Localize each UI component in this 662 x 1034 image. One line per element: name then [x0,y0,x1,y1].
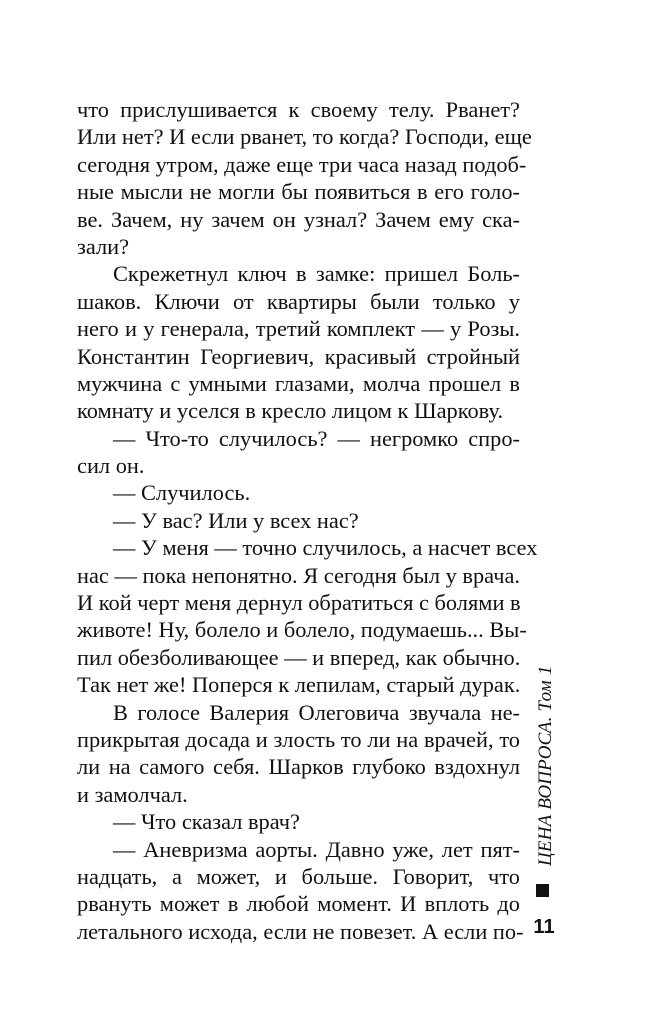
text-line: Так нет же! Поперся к лепилам, старый дурак. [77,672,521,698]
text-line: — Аневризма аорты. Давно уже, лет пят- [113,836,520,862]
text-line: — Что сказал врач? [113,809,300,835]
text-line: прикрытая досада и злость то ли на врачей, то [77,726,520,752]
text-line: Или нет? И если рванет, то когда? Господи, еще [77,124,532,150]
square-marker-icon [536,884,549,897]
text-line: зали? [77,233,130,259]
text-line: что прислушивается к своему телу. Рванет? [77,97,520,122]
running-title: ЦЕНА ВОПРОСА. Том 1 [535,665,556,866]
side-running-header [527,665,567,906]
text-line: сегодня утром, даже еще три часа назад подоб- [77,151,527,177]
text-line: Константин Георгиевич, красивый стройный [77,343,520,369]
text-line: — У меня — точно случилось, а насчет всех [113,535,538,561]
text-line: ли на самого себя. Шарков глубоко вздохнул [77,754,520,780]
text-line: него и у генерала, третий комплект — у Розы. [77,316,520,342]
text-line: надцать, а может, и больше. Говорит, что [77,863,520,889]
text-line: комнату и уселся в кресло лицом к Шаркову. [77,398,504,424]
text-line: рвануть может в любой момент. И вплоть до [77,891,520,917]
text-line: — У вас? Или у всех нас? [113,507,359,533]
text-line: животе! Ну, болело и болело, подумаешь... Вы- [77,617,527,643]
text-line: летального исхода, если не повезет. А если по- [77,918,524,944]
text-line: нас — пока непонятно. Я сегодня был у врача. [77,562,520,588]
text-line: В голосе Валерия Олеговича звучала не- [113,699,520,725]
text-line: — Случилось. [113,480,251,506]
body-text [77,96,538,945]
text-line: — Что-то случилось? — негромко спро- [113,425,520,451]
text-line: шаков. Ключи от квартиры были только у [77,288,520,314]
text-line: и замолчал. [77,781,188,807]
text-line: пил обезболивающее — и вперед, как обычно. [77,644,521,670]
text-line: ве. Зачем, ну зачем он узнал? Зачем ему ска- [77,206,520,232]
text-line: ные мысли не могли бы появиться в его голо- [77,179,520,205]
page-number: 11 [533,916,555,938]
text-line: Скрежетнул ключ в замке: пришел Боль- [113,261,520,287]
text-line: мужчина с умными глазами, молча прошел в [77,370,520,396]
text-line: И кой черт меня дернул обратиться с болями в [77,590,521,616]
text-line: сил он. [77,453,145,479]
